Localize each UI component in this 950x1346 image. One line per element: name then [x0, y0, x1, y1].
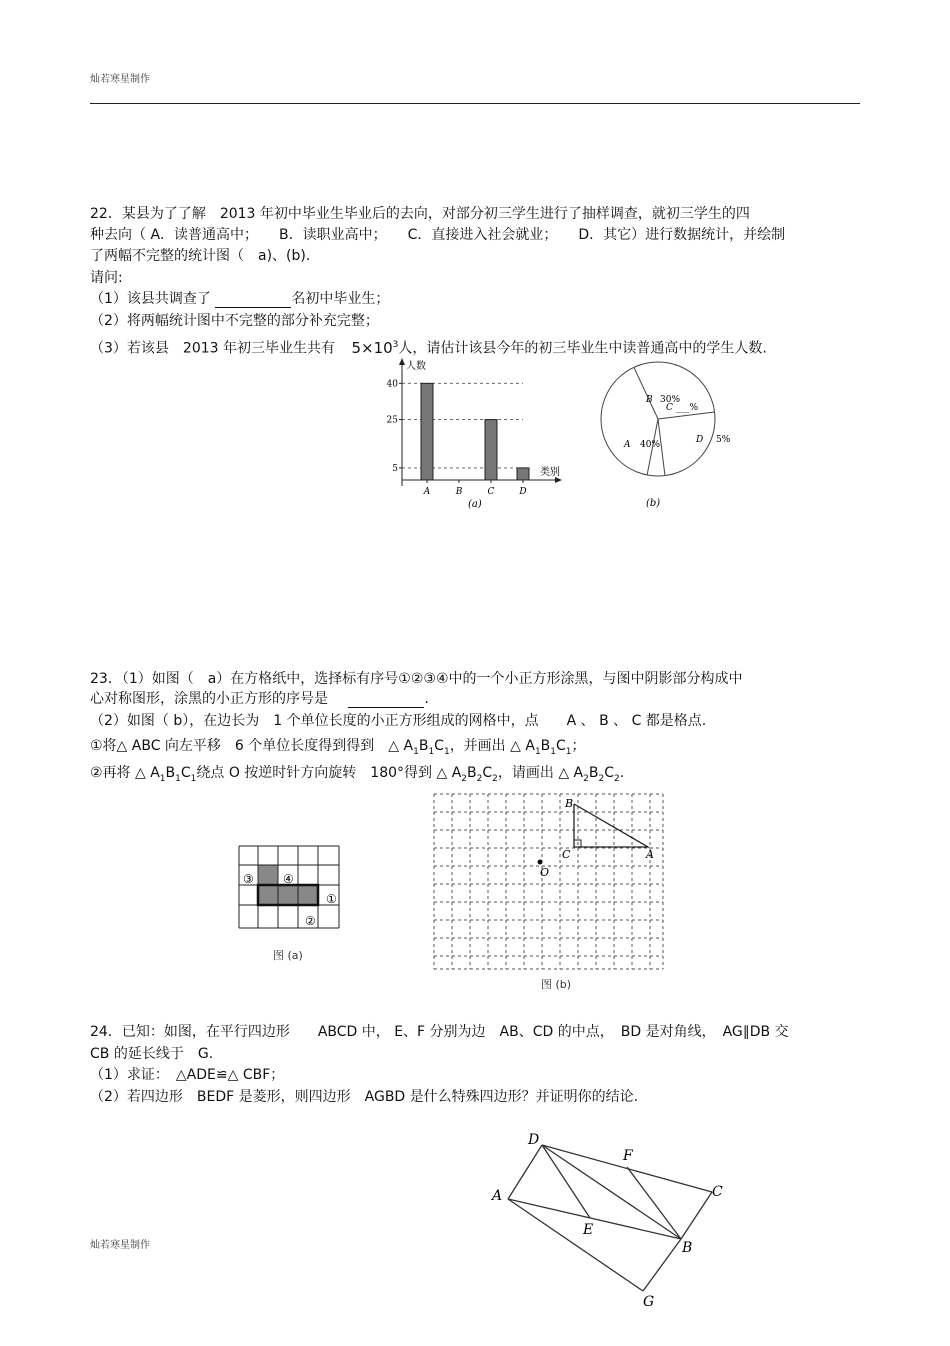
q23-l5-b2: B	[467, 765, 477, 781]
segment-BG	[643, 1239, 681, 1291]
sub: 1	[443, 746, 450, 757]
header-rule	[90, 103, 860, 104]
pie-label-D: D	[696, 435, 704, 445]
sub: 2	[461, 773, 468, 784]
q23-l5-c2: C	[482, 765, 493, 781]
q23-l5d: .	[619, 765, 625, 781]
q24-line2: CB 的延长线于 G.	[90, 1046, 214, 1062]
q22-sub2: （2）将两幅统计图中不完整的部分补充完整；	[90, 313, 379, 329]
bar-A	[421, 383, 433, 480]
q22-line1: 22．某县为了了解 2013 年初中毕业生毕业后的去向，对部分初三学生进行了抽样调查，就初三学生的四	[90, 206, 750, 222]
pie-label-C: C	[666, 403, 673, 413]
q24-line4: （2）若四边形 BEDF 是菱形，则四边形 AGBD 是什么特殊四边形？并证明你的结论.	[90, 1089, 639, 1105]
x-tick-label: B	[455, 487, 463, 497]
q23-l5b: 绕点 O 按逆时针方向旋转 180°得到 △ A	[196, 765, 462, 781]
label-B: B	[565, 797, 574, 810]
edge-AD	[508, 1145, 542, 1199]
q23-line2	[90, 690, 429, 708]
q23-l4a: ①将△ ABC 向左平移 6 个单位长度得到得到 △ A	[90, 738, 414, 754]
label-G: G	[643, 1294, 655, 1310]
y-axis-arrow	[399, 358, 405, 365]
sub: 2	[476, 773, 483, 784]
shaded-cell	[258, 885, 278, 905]
segment-AG	[508, 1199, 643, 1291]
bar-chart-caption: (a)	[468, 499, 482, 510]
cell-label-3[interactable]: ③	[243, 872, 254, 886]
pie-slice-edge-C	[658, 412, 715, 419]
q23-l4d: ，并画出 △ A	[449, 738, 535, 754]
cell-label-1[interactable]: ①	[326, 892, 337, 906]
x-tick-label: A	[423, 487, 431, 497]
sub: 1	[428, 746, 435, 757]
sub: 2	[583, 773, 589, 784]
pie-slice-edge-B	[634, 367, 658, 419]
q22-line4: 请问:	[90, 270, 123, 286]
q22-sub1	[90, 290, 389, 308]
x-tick-label: D	[519, 487, 527, 497]
y-tick-label: 5	[392, 463, 398, 474]
q23-line5	[90, 764, 624, 788]
sub: 1	[159, 773, 166, 784]
label-O: O	[540, 866, 550, 879]
point-O	[538, 860, 543, 865]
label-F: F	[623, 1148, 633, 1164]
q22-sub3-a: （3）若该县 2013 年初三毕业生共有	[90, 340, 335, 357]
q23-line3: （2）如图（ b），在边长为 1 个单位长度的小正方形组成的网格中，点 A 、 B 、 C 都是格点.	[90, 713, 707, 729]
y-label: 人数	[406, 361, 426, 372]
q22-sub3-num: 5×10	[351, 338, 393, 357]
q23-l4c: C	[434, 738, 444, 754]
pie-value-A: 40%	[640, 440, 661, 450]
q23-line4	[90, 737, 586, 761]
sub: 1	[175, 773, 181, 784]
sub: 1	[534, 746, 541, 757]
sub: 2	[598, 773, 605, 784]
pie-value-B: 30%	[660, 395, 681, 405]
pie-value-D: 5%	[716, 435, 731, 445]
q23-l5a: ②再将 △ A	[90, 765, 160, 781]
sub: 1	[565, 746, 572, 757]
figure-a-caption: 图 (a)	[273, 949, 303, 962]
sub: 2	[492, 773, 498, 784]
q24-line1: 24．已知：如图，在平行四边形 ABCD 中， E、F 分别为边 AB、CD 的中点， BD 是对角线， AG∥DB 交	[90, 1024, 789, 1040]
parallelogram-figure	[486, 1128, 726, 1310]
pie-chart-caption: (b)	[646, 498, 661, 509]
q24-line3: （1）求证： △ADE≌△ CBF；	[90, 1067, 285, 1083]
q23-l5-b: B	[165, 765, 176, 781]
q23-l4b: B	[418, 738, 429, 754]
q22-sub3-exp: 3	[392, 340, 399, 350]
q23-l4c2: C	[556, 738, 566, 754]
q22-sub3-b: 人，请估计该县今年的初三毕业生中读普通高中的学生人数.	[398, 340, 767, 357]
bar-chart	[362, 356, 578, 512]
q23-l5-c: C	[180, 765, 191, 781]
edge-CB	[681, 1192, 712, 1239]
label-E: E	[583, 1222, 594, 1238]
q23-l5c: ，请画出 △ A	[497, 765, 584, 781]
q23-l4b2: B	[540, 738, 551, 754]
sub: 1	[413, 746, 419, 757]
x-tick-label: C	[487, 487, 495, 497]
figure-b-caption: 图 (b)	[541, 978, 572, 991]
answer-blank[interactable]	[215, 293, 291, 308]
q23-line2-a: 心对称图形，涂黑的小正方形的序号是	[90, 691, 328, 707]
q22-sub1-b: 名初中毕业生；	[291, 291, 390, 307]
pie-value-C: ___%	[676, 403, 699, 413]
sub: 2	[613, 773, 620, 784]
pie-chart	[596, 358, 756, 514]
bar-C	[485, 420, 497, 480]
grid-figure-b	[432, 792, 666, 972]
answer-blank[interactable]	[348, 693, 424, 708]
pie-label-B: B	[646, 395, 653, 405]
triangle-ABC	[574, 804, 648, 847]
label-C: C	[712, 1184, 723, 1200]
cell-label-2[interactable]: ②	[305, 914, 316, 928]
shaded-cell	[258, 865, 278, 885]
page-header: 灿若寒星制作	[90, 74, 150, 85]
label-C: C	[562, 848, 571, 861]
q22-sub1-a: （1）该县共调查了	[90, 291, 211, 307]
y-tick-label: 25	[386, 415, 398, 426]
bar-D	[517, 468, 529, 480]
q23-l5-b3: B	[588, 765, 599, 781]
page-footer: 灿若寒星制作	[90, 1240, 150, 1251]
sub: 1	[190, 773, 197, 784]
q22-line2: 种去向（ A．读普通高中； B．读职业高中； C．直接进入社会就业； D．其它）进行数据统计，并绘制	[90, 227, 786, 243]
q23-l4e: ；	[571, 738, 586, 754]
label-D: D	[528, 1132, 540, 1148]
pie-label-A: A	[624, 440, 631, 450]
q22-sub3	[90, 336, 767, 358]
q22-line3: 了两幅不完整的统计图（ a)、(b).	[90, 248, 311, 264]
label-A: A	[492, 1188, 503, 1204]
label-B: B	[682, 1240, 693, 1256]
grid-figure-a	[238, 845, 342, 931]
q23-l5-c3: C	[604, 765, 614, 781]
shaded-cell	[278, 885, 298, 905]
y-tick-label: 40	[386, 379, 398, 390]
q23-line1: 23．（1）如图（ a）在方格纸中，选择标有序号①②③④中的一个小正方形涂黑，与图中阴影部分构成中	[90, 671, 743, 687]
q23-line2-b: .	[424, 691, 429, 707]
label-A: A	[646, 848, 654, 861]
diagonal-DB	[542, 1145, 681, 1239]
x-label: 类别	[540, 467, 560, 478]
shaded-cell	[298, 885, 318, 905]
cell-label-4[interactable]: ④	[283, 872, 294, 886]
sub: 1	[550, 746, 557, 757]
